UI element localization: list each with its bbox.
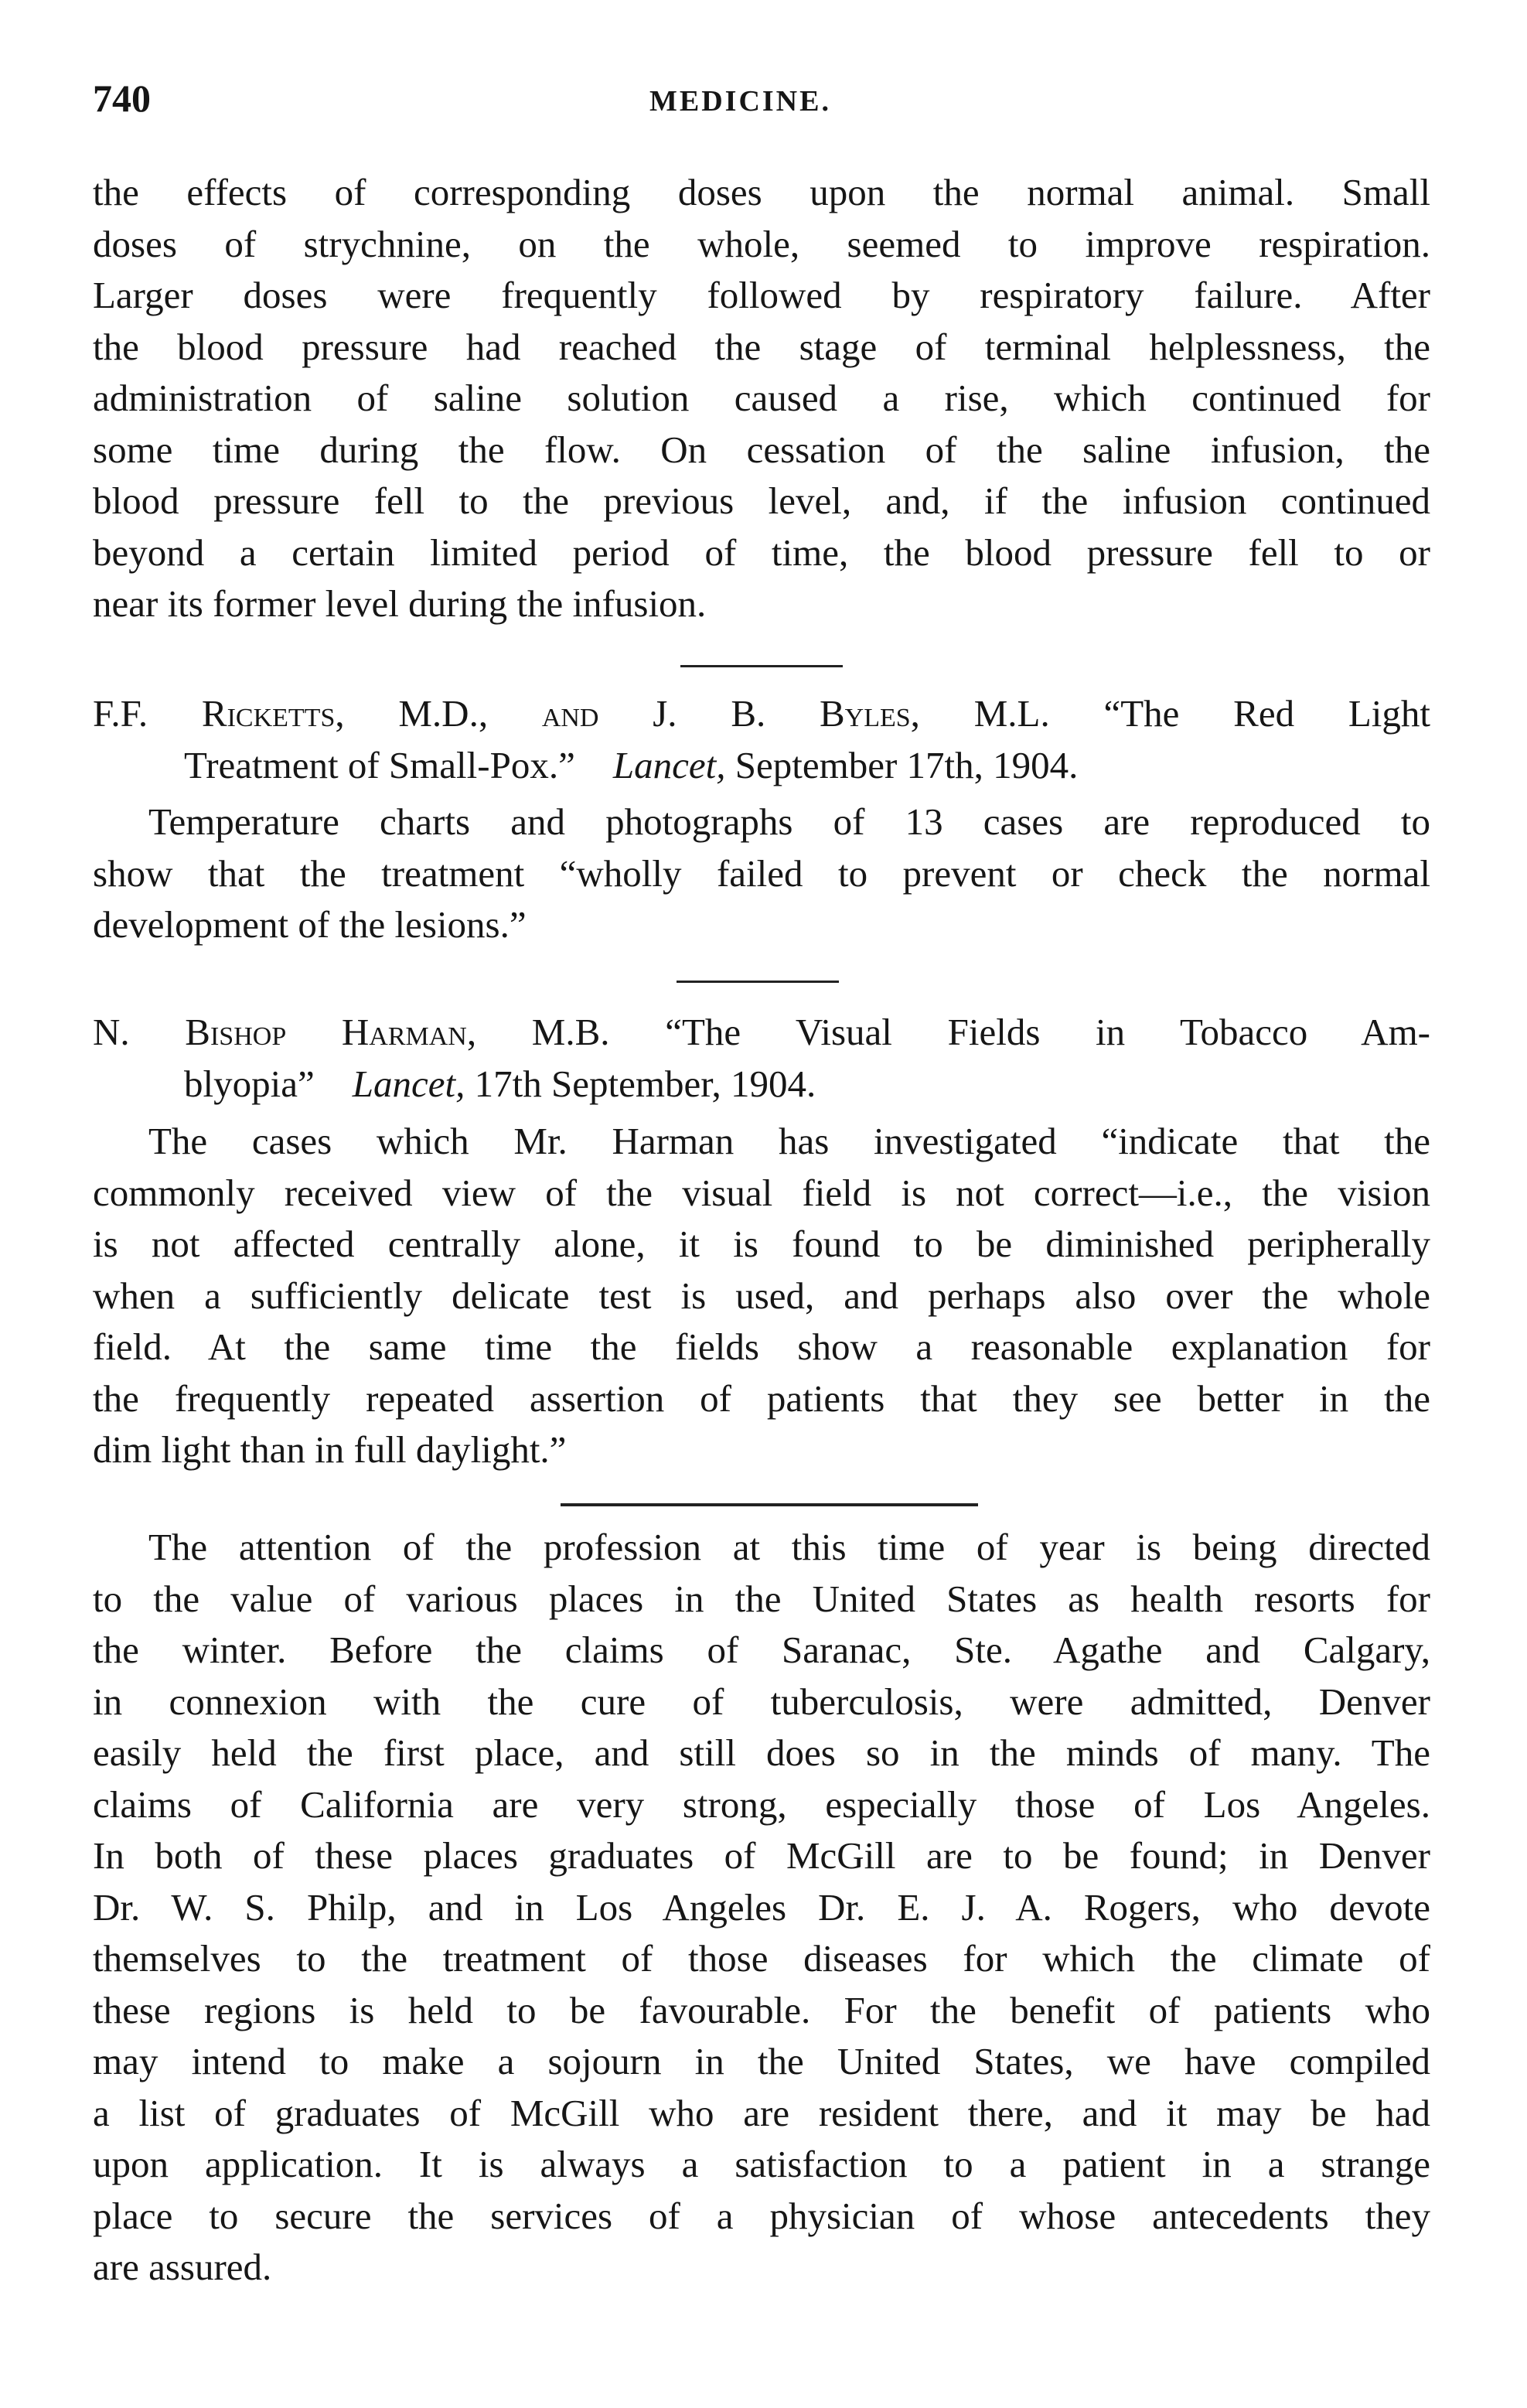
text-line: show that the treatment “wholly failed to prevent or check the normal [93,851,1430,895]
text-line: upon application. It is always a satisfaction to a patient in a strange [93,2143,1430,2185]
text-line: blood pressure fell to the previous level, and, if the infusion continued [93,479,1430,522]
page-header [93,71,1434,125]
section-divider [677,981,839,983]
text-line: The attention of the profession at this time of year is being directed [148,1526,1430,1568]
text-line: Larger doses were frequently followed by respiratory failure. After [93,274,1430,316]
text-line: beyond a certain limited period of time, the blood pressure fell to or [93,530,1430,574]
text-line: administration of saline solution caused a rise, which continued for [93,377,1430,419]
citation-title-continued: Treatment of Small-Pox.” [184,743,575,786]
text-line: Dr. W. S. Philp, and in Los Angeles Dr. E. J. A. Rogers, who devote [93,1885,1430,1929]
text-line: near its former level during the infusion. [93,582,707,625]
citation-date: 17th September, 1904. [474,1062,816,1105]
text-line: field. At the same time the fields show a reasonable explanation for [93,1325,1430,1368]
running-head: MEDICINE. [649,85,831,118]
citation-journal: Lancet, [612,743,726,786]
text-line: the effects of corresponding doses upon the normal animal. Small [93,171,1430,213]
paragraph-health-resorts [93,1522,1430,2294]
text-line: are assured. [93,2246,272,2288]
paragraph-red-light [93,796,1430,951]
text-line: doses of strychnine, on the whole, seemed to improve respiration. [93,222,1430,265]
page-number: 740 [93,77,151,120]
citation-authors: N. Bishop Harman, M.B. [93,1011,610,1053]
text-line: some time during the flow. On cessation of the saline infusion, the [93,428,1430,471]
section-divider [680,665,843,667]
text-line: commonly received view of the visual field is not correct—i.e., the vision [93,1171,1430,1214]
citation-authors: F.F. Ricketts, M.D., and J. B. Byles, M.L. [93,692,1050,735]
text-line: the blood pressure had reached the stage of terminal helplessness, the [93,325,1430,368]
text-line: when a sufficiently delicate test is used, and perhaps also over the whole [93,1274,1430,1317]
text-line: claims of California are very strong, especially those of Los Angeles. [93,1782,1430,1826]
text-line: In both of these places graduates of McGill are to be found; in Denver [93,1834,1430,1877]
citation-title-continued: blyopia” [184,1062,315,1105]
text-line: may intend to make a sojourn in the United States, we have compiled [93,2040,1430,2082]
text-line: Temperature charts and photographs of 13 cases are reproduced to [148,800,1430,843]
citation-ricketts [93,688,1430,791]
citation-date: September 17th, 1904. [735,743,1079,786]
text-line: The cases which Mr. Harman has investigated “indicate that the [148,1120,1430,1162]
text-line: development of the lesions.” [93,903,527,946]
section-divider [561,1503,978,1506]
text-line: the winter. Before the claims of Saranac, Ste. Agathe and Calgary, [93,1629,1430,1671]
paragraph-strychnine [93,167,1430,630]
citation-harman [93,1007,1430,1110]
citation-journal: Lancet, [352,1062,465,1105]
citation-title: “The Visual Fields in Tobacco Am- [665,1011,1430,1053]
text-line: these regions is held to be favourable. For the benefit of patients who [93,1988,1430,2031]
text-line: to the value of various places in the United States as health resorts for [93,1577,1430,1620]
text-line: is not affected centrally alone, it is found to be diminished peripherally [93,1223,1430,1265]
citation-title: “The Red Light [1103,692,1430,735]
text-line: in connexion with the cure of tuberculosis, were admitted, Denver [93,1680,1430,1723]
text-line: dim light than in full daylight.” [93,1428,567,1471]
text-line: a list of graduates of McGill who are resident there, and it may be had [93,2091,1430,2134]
text-line: themselves to the treatment of those diseases for which the climate of [93,1937,1430,1980]
text-line: easily held the first place, and still does so in the minds of many. The [93,1731,1430,1774]
paragraph-visual-fields [93,1116,1430,1476]
text-line: place to secure the services of a physician of whose antecedents they [93,2194,1430,2237]
text-line: the frequently repeated assertion of patients that they see better in the [93,1376,1430,1420]
